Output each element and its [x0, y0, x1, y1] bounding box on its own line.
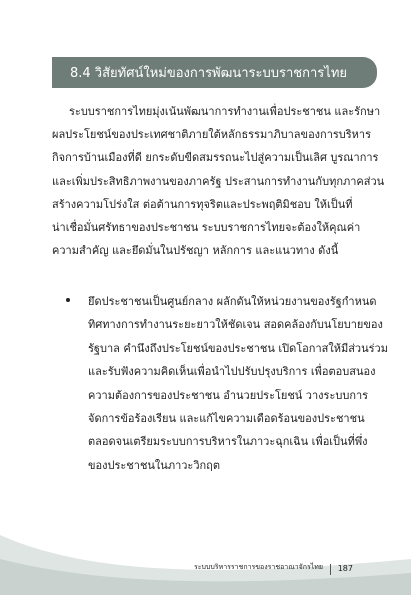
footer-swoosh-decoration	[0, 515, 411, 595]
footer-book-title: ระบบบริหารราชการของราชอาณาจักรไทย	[193, 563, 323, 571]
bullet-line: จัดการข้อร้องเรียน และแก้ไขความเดือดร้อนของประชาชน	[88, 412, 365, 426]
page-number: 187	[337, 564, 353, 573]
intro-line: สร้างความโปร่งใส ต่อต้านการทุจริตและประพฤติมิชอบ ให้เป็นที่	[52, 197, 353, 211]
bullet-line: ทิศทางการทำงานระยะยาวให้ชัดเจน สอดคล้องกับนโยบายของ	[88, 318, 383, 332]
intro-line: ความสำคัญ และยึดมั่นในปรัชญา หลักการ และแนวทาง ดังนี้	[52, 244, 339, 258]
section-header-bar	[52, 57, 377, 88]
intro-line: และเพิ่มประสิทธิภาพงานของภาครัฐ ประสานการทำงานกับทุกภาคส่วน	[52, 174, 385, 188]
intro-line: น่าเชื่อมั่นศรัทธาของประชาชน ระบบราชการไทยจะต้องให้คุณค่า	[52, 221, 361, 235]
bullet-list	[52, 290, 388, 477]
bullet-line: รัฐบาล คำนึงถึงประโยชน์ของประชาชน เปิดโอกาสให้มีส่วนร่วม	[88, 341, 388, 355]
bullet-line: ของประชาชนในภาวะวิกฤต	[88, 458, 220, 472]
intro-line: ระบบราชการไทยมุ่งเน้นพัฒนาการทำงานเพื่อประชาชน และรักษา	[69, 105, 381, 118]
intro-line: กิจการบ้านเมืองที่ดี ยกระดับขีดสมรรถนะไปสู่ความเป็นเลิศ บูรณาการ	[52, 151, 379, 165]
footer-separator	[330, 564, 331, 575]
bullet-line: ความต้องการของประชาชน อำนวยประโยชน์ วางระบบการ	[88, 388, 369, 402]
bullet-text	[88, 290, 388, 477]
intro-line: ผลประโยชน์ของประเทศชาติภายใต้หลักธรรมาภิบาลของการบริหาร	[52, 128, 372, 142]
bullet-line: ตลอดจนเตรียมระบบการบริหารในภาวะฉุกเฉิน เพื่อเป็นที่พึ่ง	[88, 435, 368, 449]
section-title: 8.4 วิสัยทัศน์ใหม่ของการพัฒนาระบบราชการไทย	[70, 66, 347, 81]
bullet-icon	[66, 298, 70, 302]
intro-paragraph	[52, 100, 385, 262]
bullet-item	[52, 290, 388, 477]
bullet-line: ยึดประชาชนเป็นศูนย์กลาง ผลักดันให้หน่วยงานของรัฐกำหนด	[88, 295, 377, 308]
bullet-line: และรับฟังความคิดเห็นเพื่อนำไปปรับปรุงบริการ เพื่อตอบสนอง	[88, 365, 376, 379]
